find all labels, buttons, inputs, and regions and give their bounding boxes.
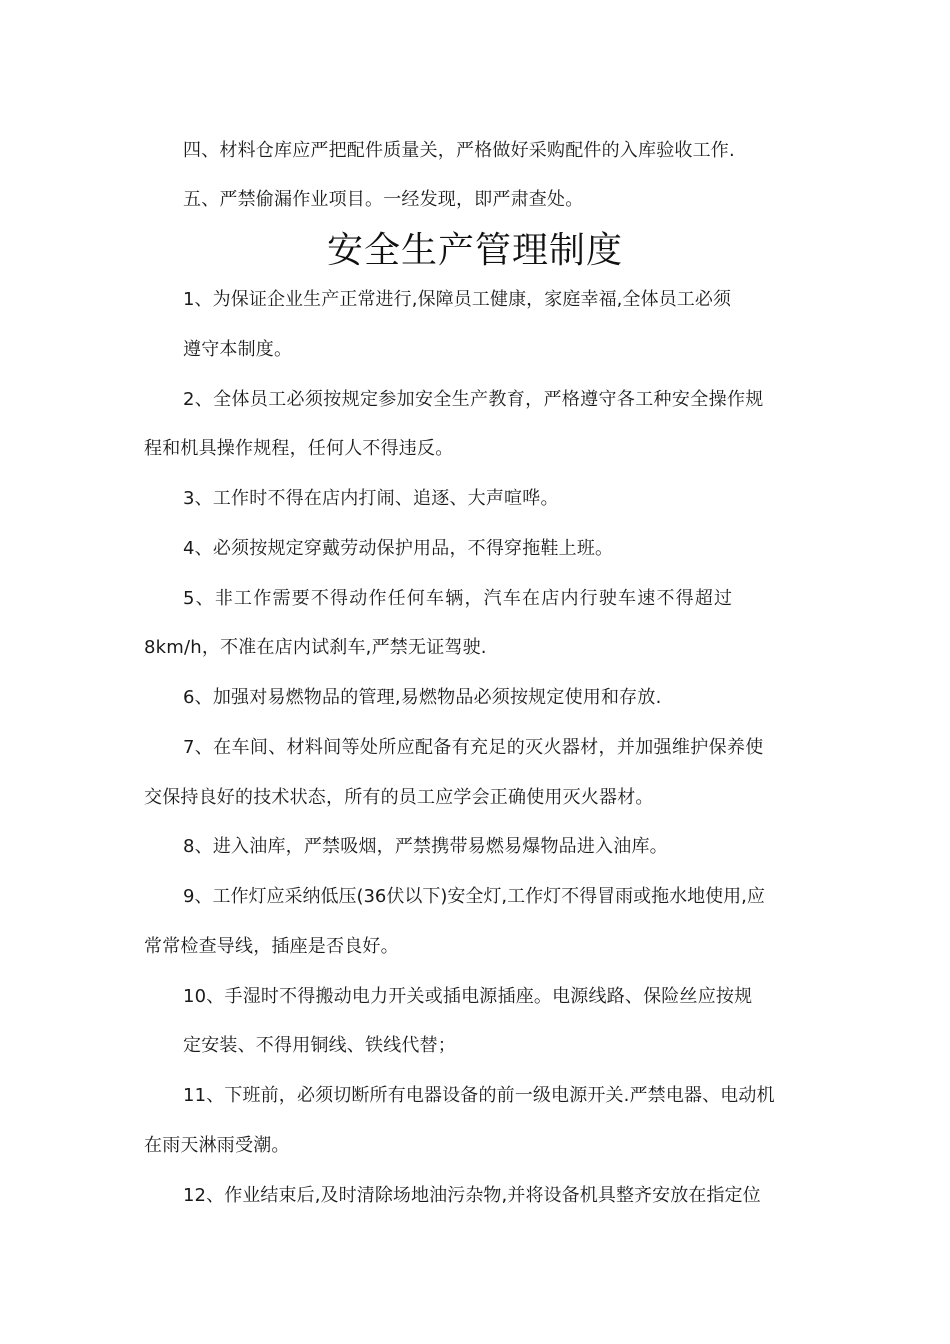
rule-9-line-1: 9、工作灯应采纳低压(36伏以下)安全灯,工作灯不得冒雨或拖水地使用,应 — [183, 886, 765, 907]
rule-1-line-1: 1、为保证企业生产正常进行,保障员工健康，家庭幸福,全体员工必须 — [183, 289, 732, 310]
rule-7-line-1: 7、在车间、材料间等处所应配备有充足的灭火器材，并加强维护保养使 — [183, 737, 764, 758]
rule-2-line-1: 2、全体员工必须按规定参加安全生产教育，严格遵守各工种安全操作规 — [183, 389, 764, 410]
document-title: 安全生产管理制度 — [326, 230, 623, 271]
rule-10-line-2: 定安装、不得用铜线、铁线代替； — [183, 1035, 456, 1056]
rule-12-line-1: 12、作业结束后,及时清除场地油污杂物,并将设备机具整齐安放在指定位 — [183, 1185, 761, 1206]
rule-6: 6、加强对易燃物品的管理,易燃物品必须按规定使用和存放. — [183, 687, 662, 708]
rule-11-line-1: 11、下班前，必须切断所有电器设备的前一级电源开关.严禁电器、电动机 — [183, 1085, 775, 1106]
intro-line-4: 四、材料仓库应严把配件质量关，严格做好采购配件的入库验收工作. — [183, 140, 735, 161]
rule-7-line-2: 交保持良好的技术状态，所有的员工应学会正确使用灭火器材。 — [144, 787, 654, 808]
rule-4: 4、必须按规定穿戴劳动保护用品，不得穿拖鞋上班。 — [183, 538, 614, 559]
rule-1-line-2: 遵守本制度。 — [183, 339, 293, 360]
intro-line-5: 五、严禁偷漏作业项目。一经发现，即严肃查处。 — [183, 189, 584, 210]
rule-3: 3、工作时不得在店内打闹、追逐、大声喧哗。 — [183, 488, 559, 509]
rule-8: 8、进入油库，严禁吸烟，严禁携带易燃易爆物品进入油库。 — [183, 836, 668, 857]
rule-2-line-2: 程和机具操作规程，任何人不得违反。 — [144, 438, 454, 459]
rule-11-line-2: 在雨天淋雨受潮。 — [144, 1135, 290, 1156]
rule-9-line-2: 常常检查导线，插座是否良好。 — [144, 936, 399, 957]
rule-10-line-1: 10、手湿时不得搬动电力开关或插电源插座。电源线路、保险丝应按规 — [183, 986, 753, 1007]
rule-5-line-2: 8km/h，不准在店内试刹车,严禁无证驾驶. — [144, 637, 487, 658]
rule-5-line-1: 5、非工作需要不得动作任何车辆，汽车在店内行驶车速不得超过 — [183, 588, 734, 609]
